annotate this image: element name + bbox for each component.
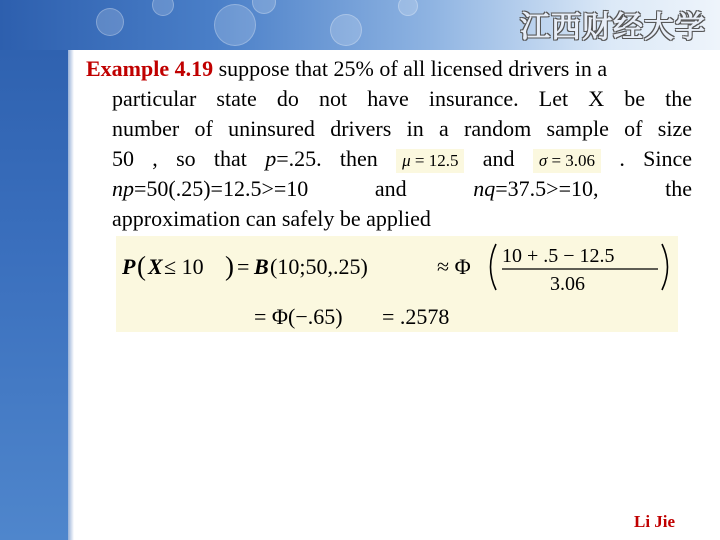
sigma-formula bbox=[533, 149, 601, 173]
formula-denominator: 3.06 bbox=[550, 273, 585, 295]
decorative-bubble bbox=[96, 8, 124, 36]
formula-B: B bbox=[254, 254, 269, 279]
formula-paren-close: ) bbox=[225, 251, 234, 281]
decorative-bubble bbox=[398, 0, 418, 16]
decorative-bubble bbox=[214, 4, 256, 46]
decorative-bubble bbox=[330, 14, 362, 46]
formula-paren-open: ( bbox=[137, 251, 146, 281]
formula-svg bbox=[116, 236, 678, 332]
left-sidebar-band bbox=[0, 50, 68, 540]
formula-big-paren-close bbox=[662, 244, 668, 290]
mu-value: = 12.5 bbox=[410, 150, 459, 170]
np-value: =50(.25)=12.5>=10 bbox=[134, 176, 309, 201]
line4-and: and bbox=[482, 146, 515, 171]
formula-box bbox=[116, 236, 678, 332]
text-line-3: number of uninsured drivers in a random sample of size bbox=[112, 116, 692, 141]
text-line-2: particular state do not have insurance. Let X be the bbox=[112, 86, 692, 111]
example-text bbox=[86, 54, 692, 234]
line1-text: suppose that 25% of all licensed drivers in a bbox=[213, 56, 608, 81]
sigma-value: = 3.06 bbox=[547, 150, 596, 170]
formula-numerator: 10 + .5 − 12.5 bbox=[502, 245, 615, 267]
np-variable: np bbox=[112, 176, 134, 201]
formula-approx-phi: ≈ Φ bbox=[437, 254, 471, 279]
formula-row2-eq-phi: = Φ bbox=[254, 304, 288, 329]
decorative-bubble bbox=[152, 0, 174, 16]
p-value: =.25. then bbox=[276, 146, 378, 171]
line5-the: the bbox=[665, 176, 692, 201]
text-line-1 bbox=[86, 54, 692, 84]
example-label: Example 4.19 bbox=[86, 56, 214, 81]
line4-start: 50 , so that bbox=[112, 146, 266, 171]
nq-value: =37.5>=10, bbox=[495, 176, 599, 201]
text-line-4 bbox=[112, 144, 692, 174]
nq-variable: nq bbox=[473, 176, 496, 201]
p-variable: p bbox=[265, 146, 277, 171]
formula-row2-result: = .2578 bbox=[382, 304, 450, 329]
text-line-5 bbox=[112, 174, 692, 204]
formula-B-args: (10;50,.25) bbox=[270, 254, 368, 279]
formula-cond: ≤ 10 bbox=[164, 254, 204, 279]
university-logo: 江西财经大学 bbox=[520, 10, 706, 45]
line5-and: and bbox=[374, 176, 407, 201]
decorative-bubble bbox=[252, 0, 276, 14]
header-banner bbox=[0, 0, 720, 50]
formula-eq: = bbox=[237, 254, 250, 279]
formula-P: P bbox=[122, 254, 136, 279]
author-signature: Li Jie bbox=[634, 512, 676, 531]
sigma-symbol: σ bbox=[538, 150, 548, 170]
mu-formula bbox=[396, 149, 464, 173]
formula-row2-arg: (−.65) bbox=[288, 304, 343, 329]
formula-X: X bbox=[148, 254, 163, 279]
mu-symbol: μ bbox=[402, 150, 411, 170]
line4-since: . Since bbox=[619, 146, 693, 171]
text-line-6: approximation can safely be applied bbox=[112, 206, 431, 231]
formula-big-paren-open bbox=[491, 244, 497, 290]
